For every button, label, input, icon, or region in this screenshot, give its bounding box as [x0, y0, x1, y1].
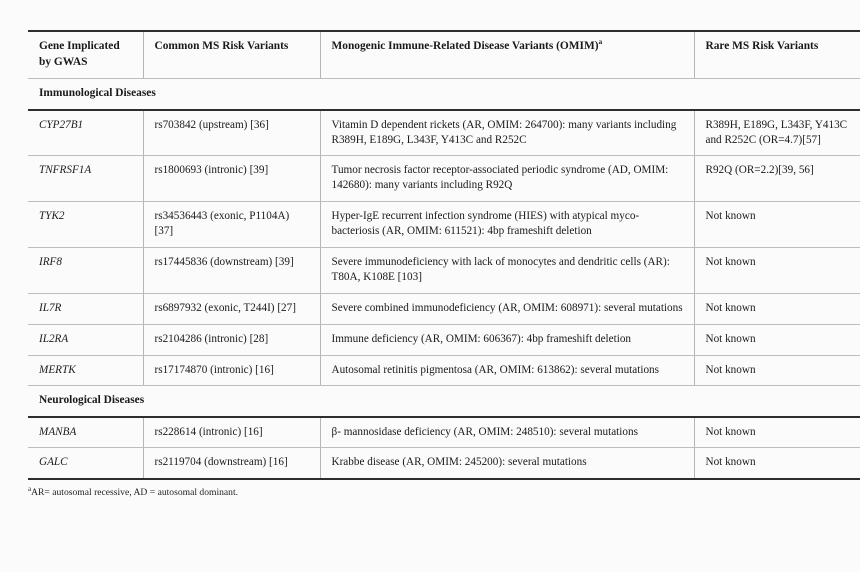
table-header — [28, 31, 860, 79]
footnote-marker: a — [28, 484, 32, 493]
cell-gene: TNFRSF1A — [28, 156, 143, 202]
column-header-common-ms-risk-variants: Common MS Risk Variants — [143, 31, 320, 79]
cell-common-variant: rs34536443 (exonic, P1104A) [37] — [143, 202, 320, 248]
header-row — [28, 31, 860, 79]
cell-rare-variant: Not known — [694, 355, 860, 386]
table-row — [28, 448, 860, 479]
gene-variants-table-container — [28, 30, 860, 480]
cell-gene: IRF8 — [28, 247, 143, 293]
cell-gene: IL2RA — [28, 324, 143, 355]
cell-rare-variant: Not known — [694, 202, 860, 248]
cell-rare-variant: Not known — [694, 293, 860, 324]
cell-common-variant: rs2119704 (downstream) [16] — [143, 448, 320, 479]
cell-rare-variant: Not known — [694, 448, 860, 479]
cell-monogenic: Vitamin D dependent rickets (AR, OMIM: 264700): many variants including R389H, E189G, L343F, Y413C and R252C — [320, 110, 694, 156]
cell-rare-variant: Not known — [694, 324, 860, 355]
table-row — [28, 293, 860, 324]
cell-rare-variant: Not known — [694, 247, 860, 293]
cell-monogenic: Hyper-IgE recurrent infection syndrome (HIES) with atypical myco-bacteriosis (AR, OMIM: 611521): 4bp frameshift deletion — [320, 202, 694, 248]
cell-common-variant: rs2104286 (intronic) [28] — [143, 324, 320, 355]
footnote-marker-header: a — [598, 37, 603, 47]
table-body — [28, 79, 860, 479]
cell-gene: MERTK — [28, 355, 143, 386]
cell-gene: TYK2 — [28, 202, 143, 248]
cell-common-variant: rs1800693 (intronic) [39] — [143, 156, 320, 202]
cell-gene: IL7R — [28, 293, 143, 324]
cell-gene: MANBA — [28, 417, 143, 448]
table-row — [28, 355, 860, 386]
cell-common-variant: rs703842 (upstream) [36] — [143, 110, 320, 156]
table-row — [28, 156, 860, 202]
table-row — [28, 202, 860, 248]
cell-common-variant: rs6897932 (exonic, T244I) [27] — [143, 293, 320, 324]
cell-common-variant: rs17445836 (downstream) [39] — [143, 247, 320, 293]
table-row — [28, 324, 860, 355]
cell-gene: GALC — [28, 448, 143, 479]
table-row — [28, 417, 860, 448]
table-row — [28, 110, 860, 156]
cell-common-variant: rs228614 (intronic) [16] — [143, 417, 320, 448]
section-title-neurological: Neurological Diseases — [28, 386, 860, 417]
cell-monogenic: β- mannosidase deficiency (AR, OMIM: 248510): several mutations — [320, 417, 694, 448]
cell-gene: CYP27B1 — [28, 110, 143, 156]
column-header-rare-ms-risk-variants: Rare MS Risk Variants — [694, 31, 860, 79]
cell-rare-variant: R92Q (OR=2.2)[39, 56] — [694, 156, 860, 202]
column-header-gene: Gene Implicated by GWAS — [28, 31, 143, 79]
cell-common-variant: rs17174870 (intronic) [16] — [143, 355, 320, 386]
cell-rare-variant: Not known — [694, 417, 860, 448]
section-header-row — [28, 386, 860, 417]
cell-monogenic: Tumor necrosis factor receptor-associated periodic syndrome (AD, OMIM: 142680): many variants including R92Q — [320, 156, 694, 202]
gene-variants-table — [28, 30, 860, 480]
cell-monogenic: Severe immunodeficiency with lack of monocytes and dendritic cells (AR): T80A, K108E [103] — [320, 247, 694, 293]
cell-monogenic: Krabbe disease (AR, OMIM: 245200): several mutations — [320, 448, 694, 479]
column-header-monogenic-label: Monogenic Immune-Related Disease Variants (OMIM) — [331, 40, 599, 52]
section-title-immunological: Immunological Diseases — [28, 79, 860, 110]
section-header-row — [28, 79, 860, 110]
cell-monogenic: Autosomal retinitis pigmentosa (AR, OMIM: 613862): several mutations — [320, 355, 694, 386]
cell-rare-variant: R389H, E189G, L343F, Y413C and R252C (OR=4.7)[57] — [694, 110, 860, 156]
table-footnote — [28, 484, 239, 498]
table-row — [28, 247, 860, 293]
footnote-text: AR= autosomal recessive, AD = autosomal dominant. — [31, 487, 239, 498]
cell-monogenic: Immune deficiency (AR, OMIM: 606367): 4bp frameshift deletion — [320, 324, 694, 355]
column-header-monogenic-variants — [320, 31, 694, 79]
cell-monogenic: Severe combined immunodeficiency (AR, OMIM: 608971): several mutations — [320, 293, 694, 324]
